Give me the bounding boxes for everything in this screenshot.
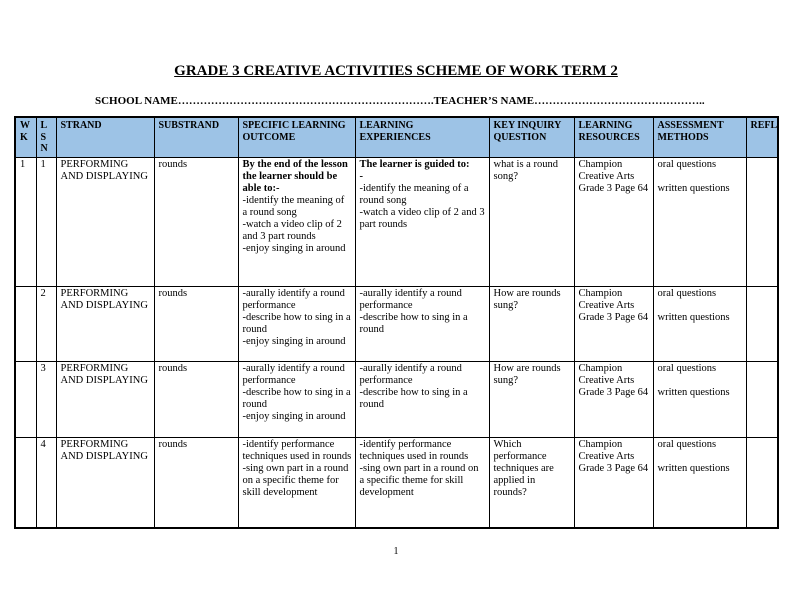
page-number: 1 xyxy=(393,546,399,557)
cell-line xyxy=(658,171,743,183)
cell-substrand: rounds xyxy=(154,286,238,361)
cell-line: -aurally identify a round performance xyxy=(242,362,345,386)
cell-line: -describe how to sing in a round xyxy=(359,386,468,410)
cell-line: -aurally identify a round performance xyxy=(242,287,345,311)
cell-line: -watch a video clip of 2 and 3 part rounds xyxy=(242,218,342,242)
cell-reflection xyxy=(746,286,778,361)
cell-line: written questions xyxy=(657,462,730,474)
scheme-of-work-table-wrap xyxy=(14,116,779,529)
cell-learning-resources: Champion Creative Arts Grade 3 Page 64 xyxy=(574,437,653,528)
cell-line: -enjoy singing in around xyxy=(242,410,346,422)
table-row xyxy=(15,361,778,437)
cell-learning-resources: Champion Creative Arts Grade 3 Page 64 xyxy=(574,361,653,437)
cell-line: written questions xyxy=(657,386,730,398)
cell-reflection xyxy=(746,437,778,528)
cell-assessment-methods xyxy=(653,437,746,528)
cell-reflection xyxy=(746,361,778,437)
cell-learning-experiences xyxy=(355,157,489,286)
cell-line xyxy=(658,375,743,387)
cell-line xyxy=(658,451,743,463)
teacher-name-dotted-line: ……………………………………….. xyxy=(534,95,705,107)
cell-specific-learning-outcome xyxy=(238,157,355,286)
header-cell-specific-learning-outcome: SPECIFIC LEARNING OUTCOME xyxy=(238,117,355,157)
cell-line: oral questions xyxy=(657,362,717,374)
cell-line: -aurally identify a round performance xyxy=(359,362,462,386)
cell-line xyxy=(658,300,743,312)
cell-line: -sing own part in a round on a specific theme for skill development xyxy=(359,462,479,498)
name-line xyxy=(95,95,705,107)
cell-line: -describe how to sing in a round xyxy=(359,311,468,335)
teacher-name-label: TEACHER’S NAME xyxy=(433,95,535,107)
cell-learning-experiences xyxy=(355,286,489,361)
cell-strand: PERFORMING AND DISPLAYING xyxy=(56,157,154,286)
cell-key-inquiry-question: Which performance techniques are applied in rounds? xyxy=(489,437,574,528)
school-name-label: SCHOOL NAME xyxy=(95,95,178,107)
cell-specific-learning-outcome xyxy=(238,361,355,437)
cell-line-bold: The learner is guided to: xyxy=(359,158,470,170)
cell-strand: PERFORMING AND DISPLAYING xyxy=(56,361,154,437)
cell-substrand: rounds xyxy=(154,437,238,528)
cell-lesson: 3 xyxy=(36,361,56,437)
cell-substrand: rounds xyxy=(154,157,238,286)
cell-line: -identify performance techniques used in rounds xyxy=(242,438,352,462)
cell-assessment-methods xyxy=(653,157,746,286)
page-title: GRADE 3 CREATIVE ACTIVITIES SCHEME OF WORK TERM 2 xyxy=(174,63,618,79)
cell-line: -enjoy singing in around xyxy=(242,242,346,254)
cell-lesson: 1 xyxy=(36,157,56,286)
header-cell-substrand: SUBSTRAND xyxy=(154,117,238,157)
header-cell-learning-experiences: LEARNING EXPERIENCES xyxy=(355,117,489,157)
cell-specific-learning-outcome xyxy=(238,437,355,528)
cell-key-inquiry-question: How are rounds sung? xyxy=(489,286,574,361)
cell-week: 1 xyxy=(15,157,36,286)
cell-key-inquiry-question: How are rounds sung? xyxy=(489,361,574,437)
table-row xyxy=(15,437,778,528)
table-row xyxy=(15,286,778,361)
cell-line-bold: By the end of the lesson the learner should be able to:- xyxy=(242,158,348,194)
cell-substrand: rounds xyxy=(154,361,238,437)
school-name-dotted-line: ……………………………………………………………. xyxy=(177,95,434,107)
cell-line: -identify the meaning of a round song xyxy=(242,194,345,218)
cell-learning-resources: Champion Creative Arts Grade 3 Page 64 xyxy=(574,157,653,286)
cell-learning-experiences xyxy=(355,361,489,437)
cell-week xyxy=(15,437,36,528)
cell-strand: PERFORMING AND DISPLAYING xyxy=(56,437,154,528)
table-body xyxy=(15,157,778,528)
cell-learning-experiences xyxy=(355,437,489,528)
cell-assessment-methods xyxy=(653,286,746,361)
table-row xyxy=(15,157,778,286)
header-cell-strand: STRAND xyxy=(56,117,154,157)
cell-strand: PERFORMING AND DISPLAYING xyxy=(56,286,154,361)
cell-line: written questions xyxy=(657,311,730,323)
cell-line-bold: - xyxy=(359,170,363,182)
cell-assessment-methods xyxy=(653,361,746,437)
header-cell-lesson: L S N xyxy=(36,117,56,157)
cell-line: -describe how to sing in a round xyxy=(242,311,351,335)
header-cell-assessment-methods: ASSESSMENT METHODS xyxy=(653,117,746,157)
header-cell-learning-resources: LEARNING RESOURCES xyxy=(574,117,653,157)
cell-line: -aurally identify a round performance xyxy=(359,287,462,311)
cell-lesson: 2 xyxy=(36,286,56,361)
header-cell-reflection: REFL xyxy=(746,117,778,157)
cell-line: oral questions xyxy=(657,158,717,170)
cell-key-inquiry-question: what is a round song? xyxy=(489,157,574,286)
cell-line: -identify performance techniques used in rounds xyxy=(359,438,469,462)
cell-line: -sing own part in a round on a specific theme for skill development xyxy=(242,462,349,498)
cell-lesson: 4 xyxy=(36,437,56,528)
cell-specific-learning-outcome xyxy=(238,286,355,361)
cell-line: -identify the meaning of a round song xyxy=(359,182,469,206)
cell-line: written questions xyxy=(657,182,730,194)
header-cell-key-inquiry-question: KEY INQUIRY QUESTION xyxy=(489,117,574,157)
cell-week xyxy=(15,286,36,361)
cell-line: oral questions xyxy=(657,287,717,299)
header-cell-week: W K xyxy=(15,117,36,157)
cell-line: oral questions xyxy=(657,438,717,450)
scheme-of-work-table xyxy=(14,116,779,529)
cell-line: -enjoy singing in around xyxy=(242,335,346,347)
cell-line: -watch a video clip of 2 and 3 part rounds xyxy=(359,206,485,230)
header-row xyxy=(15,117,778,157)
table-header xyxy=(15,117,778,157)
cell-week xyxy=(15,361,36,437)
cell-line: -describe how to sing in a round xyxy=(242,386,351,410)
cell-reflection xyxy=(746,157,778,286)
cell-learning-resources: Champion Creative Arts Grade 3 Page 64 xyxy=(574,286,653,361)
